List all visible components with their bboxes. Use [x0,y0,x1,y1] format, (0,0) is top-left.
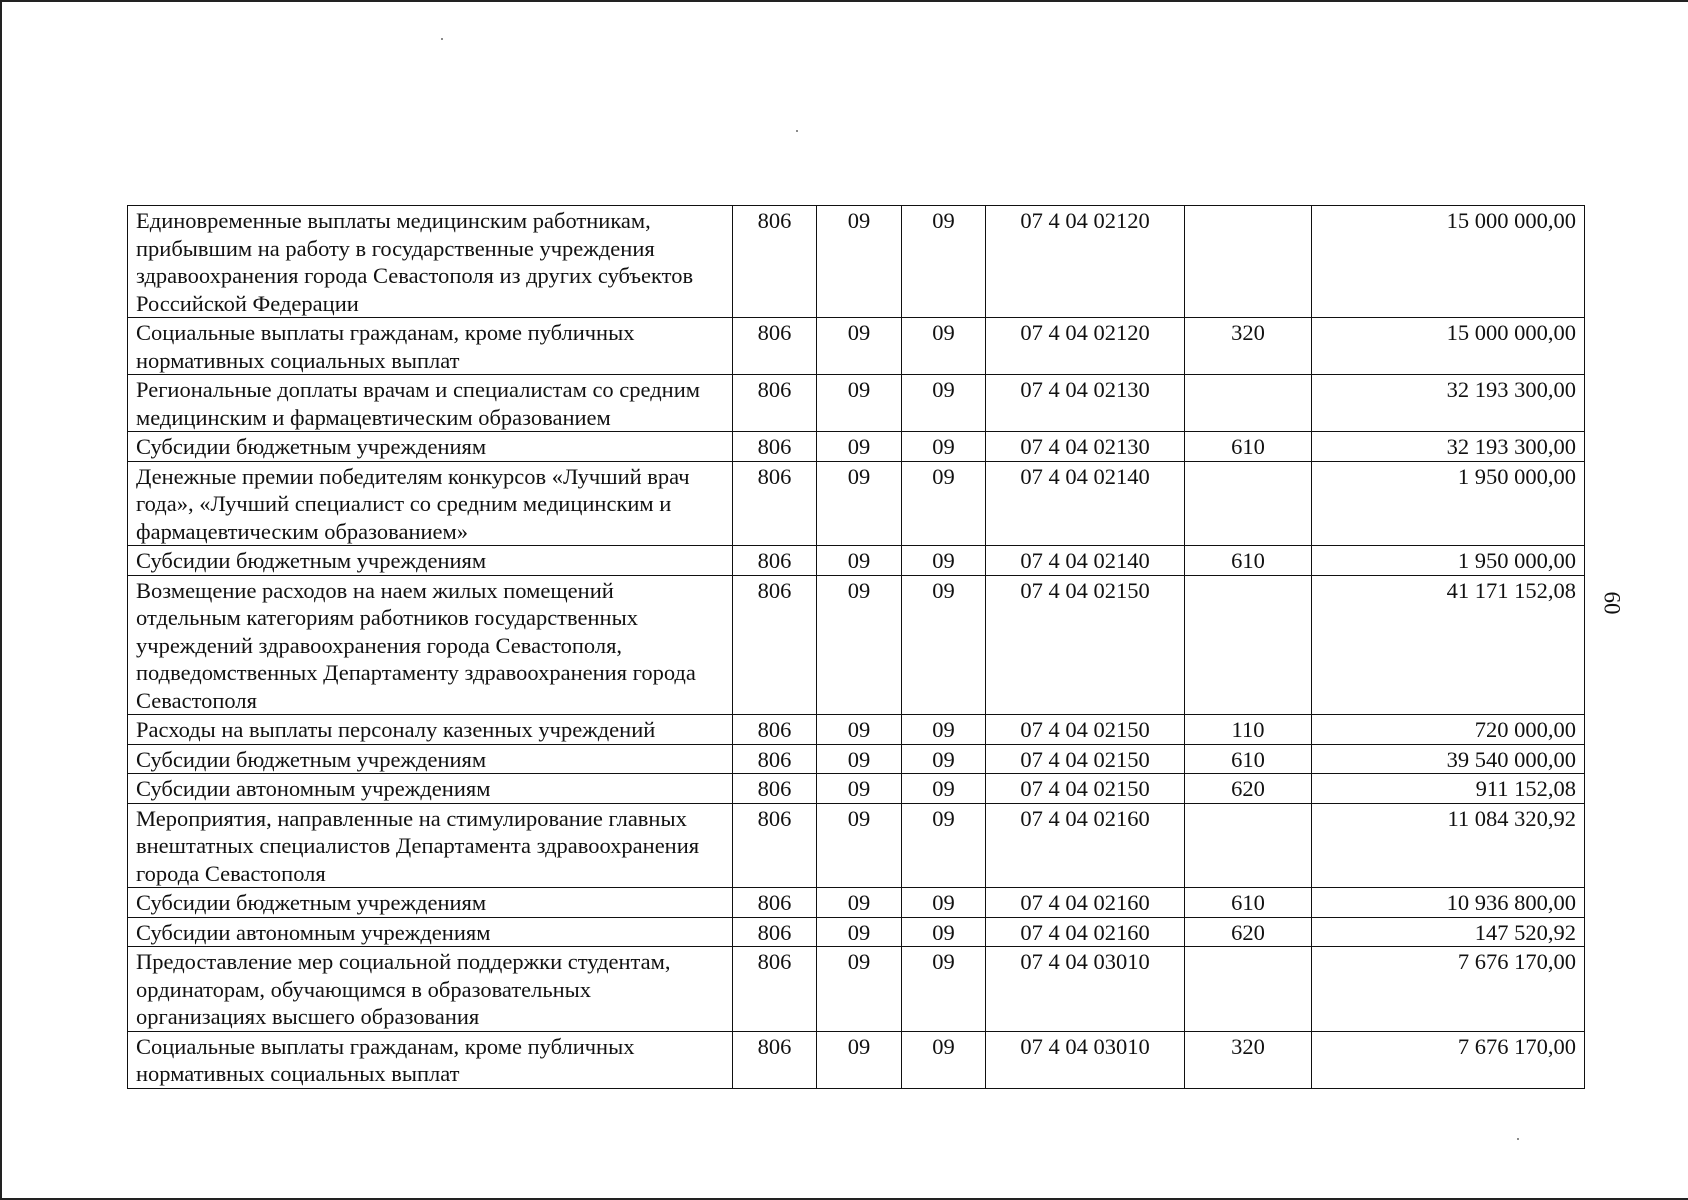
section-code-cell: 09 [817,947,902,1032]
department-code-cell: 806 [733,461,817,546]
department-code-cell: 806 [733,947,817,1032]
table-row [128,575,1585,715]
expense-type-cell [1185,375,1312,432]
target-article-cell: 07 4 04 02160 [986,917,1185,947]
target-article-cell: 07 4 04 02160 [986,803,1185,888]
department-code-cell: 806 [733,432,817,462]
section-code-cell: 09 [817,744,902,774]
section-code-cell: 09 [817,917,902,947]
target-article-cell: 07 4 04 02120 [986,318,1185,375]
amount-cell: 11 084 320,92 [1312,803,1585,888]
amount-cell: 10 936 800,00 [1312,888,1585,918]
table-row [128,774,1585,804]
expense-type-cell [1185,206,1312,318]
expense-type-cell [1185,575,1312,715]
amount-cell: 15 000 000,00 [1312,318,1585,375]
subsection-code-cell: 09 [902,1031,986,1088]
department-code-cell: 806 [733,888,817,918]
target-article-cell: 07 4 04 02140 [986,461,1185,546]
amount-cell: 39 540 000,00 [1312,744,1585,774]
target-article-cell: 07 4 04 02120 [986,206,1185,318]
department-code-cell: 806 [733,318,817,375]
expense-name-cell: Возмещение расходов на наем жилых помещений отдельным категориям работников государственных учреждений здравоохранения города Севастополя, подведомственных Департаменту здравоохранения города Севастополя [128,575,733,715]
section-code-cell: 09 [817,803,902,888]
subsection-code-cell: 09 [902,917,986,947]
section-code-cell: 09 [817,546,902,576]
amount-cell: 1 950 000,00 [1312,546,1585,576]
section-code-cell: 09 [817,375,902,432]
table-row [128,744,1585,774]
page-number: 60 [1599,591,1625,615]
target-article-cell: 07 4 04 03010 [986,1031,1185,1088]
table-row [128,803,1585,888]
target-article-cell: 07 4 04 02150 [986,744,1185,774]
table-row [128,917,1585,947]
expense-type-cell: 320 [1185,1031,1312,1088]
expense-type-cell: 620 [1185,917,1312,947]
scan-speck [796,130,798,132]
target-article-cell: 07 4 04 02140 [986,546,1185,576]
department-code-cell: 806 [733,803,817,888]
target-article-cell: 07 4 04 02160 [986,888,1185,918]
expense-type-cell: 320 [1185,318,1312,375]
subsection-code-cell: 09 [902,206,986,318]
subsection-code-cell: 09 [902,947,986,1032]
section-code-cell: 09 [817,432,902,462]
expense-name-cell: Мероприятия, направленные на стимулирование главных внештатных специалистов Департамента здравоохранения города Севастополя [128,803,733,888]
subsection-code-cell: 09 [902,888,986,918]
section-code-cell: 09 [817,715,902,745]
amount-cell: 32 193 300,00 [1312,432,1585,462]
amount-cell: 15 000 000,00 [1312,206,1585,318]
expense-name-cell: Субсидии бюджетным учреждениям [128,888,733,918]
subsection-code-cell: 09 [902,774,986,804]
expense-type-cell: 610 [1185,432,1312,462]
table-row [128,947,1585,1032]
department-code-cell: 806 [733,575,817,715]
section-code-cell: 09 [817,774,902,804]
target-article-cell: 07 4 04 02130 [986,375,1185,432]
target-article-cell: 07 4 04 02130 [986,432,1185,462]
table-row [128,1031,1585,1088]
table-row [128,206,1585,318]
amount-cell: 720 000,00 [1312,715,1585,745]
expense-name-cell: Социальные выплаты гражданам, кроме публичных нормативных социальных выплат [128,1031,733,1088]
table-row [128,546,1585,576]
expense-name-cell: Субсидии автономным учреждениям [128,917,733,947]
department-code-cell: 806 [733,774,817,804]
subsection-code-cell: 09 [902,375,986,432]
expense-name-cell: Субсидии бюджетным учреждениям [128,546,733,576]
department-code-cell: 806 [733,375,817,432]
expense-type-cell [1185,947,1312,1032]
expense-type-cell: 610 [1185,888,1312,918]
expense-name-cell: Субсидии бюджетным учреждениям [128,432,733,462]
target-article-cell: 07 4 04 02150 [986,575,1185,715]
amount-cell: 147 520,92 [1312,917,1585,947]
subsection-code-cell: 09 [902,546,986,576]
table-row [128,375,1585,432]
department-code-cell: 806 [733,206,817,318]
budget-table [127,205,1585,1089]
expense-type-cell: 610 [1185,546,1312,576]
scan-speck [1517,1138,1519,1140]
table-row [128,432,1585,462]
table-row [128,888,1585,918]
department-code-cell: 806 [733,744,817,774]
expense-type-cell [1185,803,1312,888]
subsection-code-cell: 09 [902,715,986,745]
amount-cell: 41 171 152,08 [1312,575,1585,715]
section-code-cell: 09 [817,888,902,918]
expense-name-cell: Субсидии бюджетным учреждениям [128,744,733,774]
target-article-cell: 07 4 04 02150 [986,774,1185,804]
subsection-code-cell: 09 [902,318,986,375]
section-code-cell: 09 [817,206,902,318]
scan-speck [441,38,443,40]
expense-type-cell: 110 [1185,715,1312,745]
section-code-cell: 09 [817,318,902,375]
subsection-code-cell: 09 [902,575,986,715]
department-code-cell: 806 [733,546,817,576]
table-row [128,461,1585,546]
amount-cell: 7 676 170,00 [1312,1031,1585,1088]
amount-cell: 7 676 170,00 [1312,947,1585,1032]
subsection-code-cell: 09 [902,432,986,462]
expense-type-cell [1185,461,1312,546]
section-code-cell: 09 [817,575,902,715]
amount-cell: 911 152,08 [1312,774,1585,804]
expense-name-cell: Расходы на выплаты персоналу казенных учреждений [128,715,733,745]
section-code-cell: 09 [817,1031,902,1088]
expense-name-cell: Региональные доплаты врачам и специалистам со средним медицинским и фармацевтическим образованием [128,375,733,432]
expense-name-cell: Субсидии автономным учреждениям [128,774,733,804]
table-body [128,206,1585,1089]
target-article-cell: 07 4 04 03010 [986,947,1185,1032]
expense-name-cell: Предоставление мер социальной поддержки студентам, ординаторам, обучающимся в образовательных организациях высшего образования [128,947,733,1032]
department-code-cell: 806 [733,715,817,745]
expense-name-cell: Социальные выплаты гражданам, кроме публичных нормативных социальных выплат [128,318,733,375]
subsection-code-cell: 09 [902,461,986,546]
amount-cell: 32 193 300,00 [1312,375,1585,432]
expense-name-cell: Денежные премии победителям конкурсов «Лучший врач года», «Лучший специалист со средним медицинским и фармацевтическим образованием» [128,461,733,546]
department-code-cell: 806 [733,917,817,947]
table-row [128,715,1585,745]
section-code-cell: 09 [817,461,902,546]
department-code-cell: 806 [733,1031,817,1088]
subsection-code-cell: 09 [902,744,986,774]
amount-cell: 1 950 000,00 [1312,461,1585,546]
target-article-cell: 07 4 04 02150 [986,715,1185,745]
subsection-code-cell: 09 [902,803,986,888]
expense-type-cell: 610 [1185,744,1312,774]
expense-type-cell: 620 [1185,774,1312,804]
expense-name-cell: Единовременные выплаты медицинским работникам, прибывшим на работу в государственные учреждения здравоохранения города Севастополя из других субъектов Российской Федерации [128,206,733,318]
table-row [128,318,1585,375]
